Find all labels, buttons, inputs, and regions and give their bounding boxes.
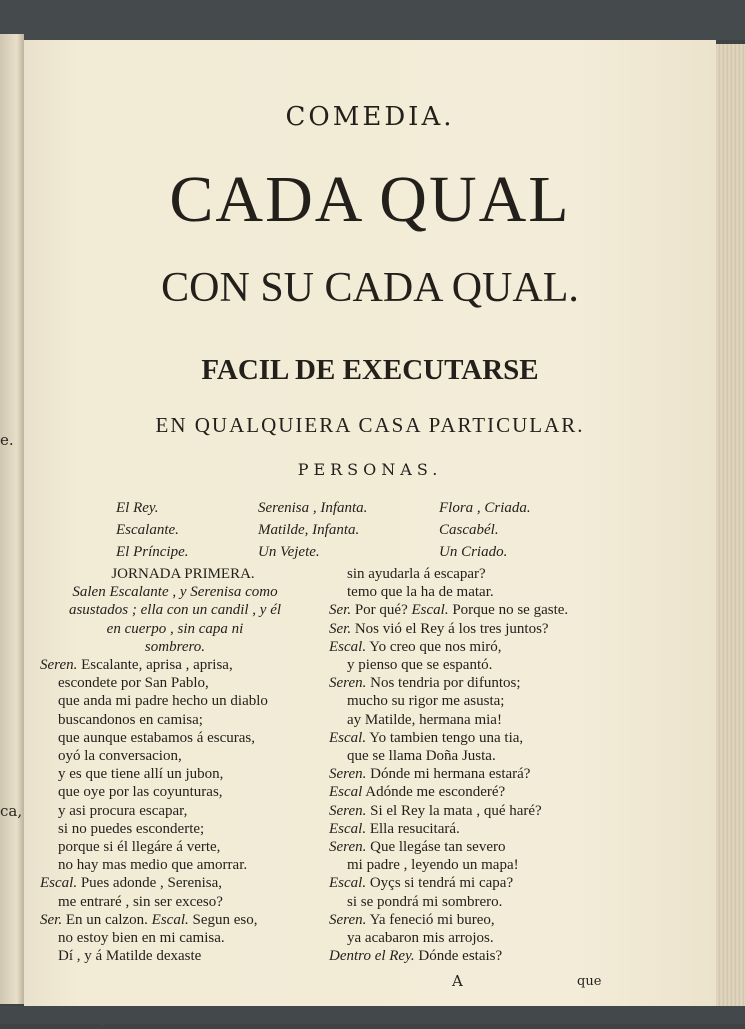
dialogue-line	[40, 820, 310, 838]
dialogue-text: y pienso que se espantó.	[347, 657, 493, 674]
tagline-facil: FACIL DE EXECUTARSE	[201, 354, 539, 386]
dialogue-line	[40, 783, 310, 801]
dialogue-line	[40, 911, 310, 929]
text-column-right	[329, 565, 619, 965]
dialogue-text: no estoy bien en mi camisa.	[58, 930, 225, 947]
stage-direction-line: Salen Escalante , y Serenisa como	[72, 584, 278, 601]
dialogue-text: que aunque estabamos á escuras,	[58, 729, 256, 746]
cast-member: Cascabél.	[439, 522, 499, 538]
dialogue-text: sin ayudarla á escapar?	[347, 566, 486, 582]
dialogue-text: no hay mas medio que amorrar.	[58, 857, 248, 874]
dialogue-text: que oye por las coyunturas,	[58, 784, 223, 801]
stage-direction-line: asustados ; ella con un candil , y él	[68, 602, 282, 619]
dialogue-text: y asi procura escapar,	[58, 802, 188, 819]
speaker-name: Escal.	[329, 729, 367, 746]
dialogue-text: Por qué?	[354, 602, 408, 619]
catchword: que	[577, 974, 602, 989]
dialogue-text: Ya feneció mi bureo,	[369, 911, 495, 928]
speaker-name: Seren.	[329, 802, 367, 819]
dialogue-line	[40, 856, 310, 874]
cast-column	[439, 497, 531, 563]
dialogue-text: Que llegáse tan severo	[370, 839, 506, 856]
speaker-name: Dentro el Rey.	[329, 948, 415, 965]
dialogue-text: Segun eso,	[192, 911, 258, 928]
cast-member: El Rey.	[116, 500, 159, 516]
margin-fragment: e.	[0, 431, 14, 449]
margin-fragment: ca,	[0, 802, 22, 820]
dialogue-text: y es que tiene allí un jubon,	[58, 766, 224, 783]
dialogue-line	[329, 874, 619, 892]
dialogue-text: buscandonos en camisa;	[58, 711, 203, 728]
cast-member: Un Criado.	[439, 544, 508, 560]
dialogue-line	[329, 583, 619, 601]
dialogue-line	[329, 674, 619, 692]
dialogue-line	[329, 802, 619, 820]
subtitle: CON SU CADA QUAL.	[161, 265, 579, 311]
speaker-name: Seren.	[329, 839, 367, 856]
cast-member: El Príncipe.	[116, 544, 189, 560]
tagline-casa: EN QUALQUIERA CASA PARTICULAR.	[155, 413, 585, 437]
dialogue-line	[329, 747, 619, 765]
dialogue-line	[40, 692, 310, 710]
dialogue-text: Dónde estais?	[418, 948, 503, 965]
speaker-name: Seren.	[329, 675, 367, 692]
dialogue-lines	[329, 565, 619, 965]
dialogue-text: Adónde me esconderé?	[365, 784, 506, 801]
signature-mark: A	[452, 972, 463, 990]
genre-heading: COMEDIA.	[285, 102, 455, 132]
dialogue-line	[329, 565, 619, 583]
cast-member: Matilde, Infanta.	[258, 522, 360, 538]
speaker-name: Escal	[329, 784, 363, 801]
dialogue-line	[329, 947, 619, 965]
dialogue-lines	[40, 656, 310, 965]
dialogue-text: escondete por San Pablo,	[58, 675, 209, 692]
dialogue-line	[329, 911, 619, 929]
book-page	[24, 40, 716, 1008]
speaker-name: Seren.	[40, 657, 78, 674]
dialogue-text: Yo tambien tengo una tia,	[369, 729, 524, 746]
speaker-name: Escal.	[329, 638, 367, 655]
dialogue-text: Nos tendria por difuntos;	[370, 675, 521, 692]
dialogue-line	[329, 692, 619, 710]
dialogue-text: si no puedes esconderte;	[58, 820, 205, 837]
stage-direction-line: en cuerpo , sin capa ni	[106, 620, 244, 637]
speaker-name: Escal.	[40, 875, 78, 892]
dialogue-line	[329, 820, 619, 838]
dialogue-text: Yo creo que nos miró,	[369, 638, 502, 655]
dialogue-line	[40, 874, 310, 892]
dialogue-text: oyó la conversacion,	[58, 748, 182, 765]
dialogue-line	[329, 765, 619, 783]
dialogue-line	[40, 893, 310, 911]
dialogue-line	[329, 656, 619, 674]
dialogue-line	[40, 674, 310, 692]
speaker-name: Ser.	[329, 602, 352, 619]
dialogue-line	[329, 601, 619, 619]
dialogue-text: Si el Rey la mata , qué haré?	[370, 802, 542, 819]
dialogue-text: En un calzon.	[65, 911, 148, 928]
dialogue-line	[329, 783, 619, 801]
dialogue-text: Nos vió el Rey á los tres juntos?	[354, 620, 549, 637]
dialogue-text: Escalante, aprisa , aprisa,	[81, 657, 233, 674]
speaker-name: Escal.	[329, 875, 367, 892]
speaker-name: Ser.	[329, 620, 352, 637]
facing-page-edge	[0, 34, 24, 1004]
speaker-name: Ser.	[40, 911, 63, 928]
cast-member: Flora , Criada.	[439, 500, 531, 516]
dialogue-line	[329, 711, 619, 729]
scanner-background-top	[0, 0, 745, 40]
dialogue-text: porque si él llegáre á verte,	[58, 839, 221, 856]
dialogue-text: Dónde mi hermana estará?	[370, 766, 531, 783]
dialogue-line	[40, 802, 310, 820]
dialogue-text: si se pondrá mi sombrero.	[347, 893, 503, 910]
dialogue-line	[329, 838, 619, 856]
dialogue-line	[329, 929, 619, 947]
personas-heading: PERSONAS.	[297, 460, 443, 479]
dialogue-line	[40, 929, 310, 947]
dialogue-text: mucho su rigor me asusta;	[347, 693, 505, 710]
dialogue-text: me entraré , sin ser exceso?	[58, 893, 223, 910]
dialogue-line	[329, 638, 619, 656]
cast-member: Escalante.	[116, 522, 179, 538]
main-title: CADA QUAL	[169, 163, 571, 236]
cast-member: Serenisa , Infanta.	[258, 500, 368, 516]
dialogue-text: mi padre , leyendo un mapa!	[347, 857, 519, 874]
scanner-background-bottom	[0, 1006, 745, 1024]
text-column-left	[40, 565, 310, 965]
dialogue-line	[329, 620, 619, 638]
dialogue-text: Pues adonde , Serenisa,	[80, 875, 223, 892]
speaker-name: Escal.	[411, 602, 449, 619]
dialogue-line	[40, 947, 310, 965]
dialogue-line	[40, 711, 310, 729]
dialogue-text: Oyçs si tendrá mi capa?	[369, 875, 514, 892]
speaker-name: Seren.	[329, 766, 367, 783]
dialogue-line	[40, 765, 310, 783]
dialogue-text: que anda mi padre hecho un diablo	[58, 693, 268, 710]
dialogue-text: ya acabaron mis arrojos.	[347, 930, 494, 947]
dialogue-text: ay Matilde, hermana mia!	[347, 711, 502, 728]
speaker-name: Seren.	[329, 911, 367, 928]
dialogue-line	[40, 747, 310, 765]
dialogue-line	[329, 893, 619, 911]
stage-direction-line: sombrero.	[144, 638, 206, 655]
speaker-name: Escal.	[151, 911, 189, 928]
cast-member: Un Vejete.	[258, 544, 320, 560]
speaker-name: Escal.	[329, 820, 367, 837]
dialogue-line	[329, 729, 619, 747]
dialogue-line	[40, 656, 310, 674]
dialogue-text: Ella resucitará.	[369, 820, 460, 837]
act-heading: JORNADA PRIMERA.	[111, 566, 255, 582]
dialogue-line	[329, 856, 619, 874]
dialogue-text: Dí , y á Matilde dexaste	[58, 948, 202, 965]
dialogue-line	[40, 729, 310, 747]
dialogue-text: que se llama Doña Justa.	[347, 748, 496, 765]
cast-column	[258, 497, 367, 563]
cast-column	[116, 497, 188, 563]
dialogue-text: temo que la ha de matar.	[347, 584, 494, 601]
dialogue-line	[40, 838, 310, 856]
dialogue-text: Porque no se gaste.	[452, 602, 569, 619]
page-block-edges	[716, 44, 745, 1008]
